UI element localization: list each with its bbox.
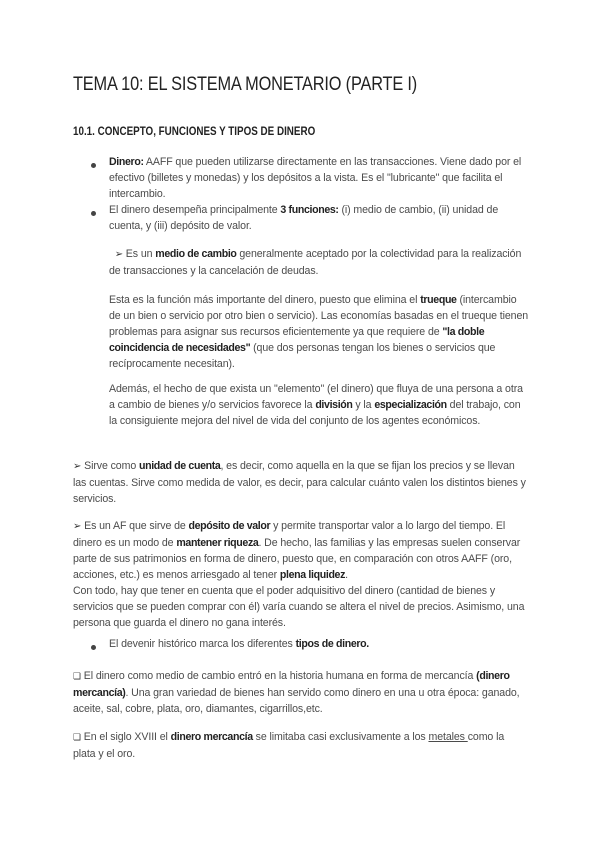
deposito-de-valor-paragraph: ➢ Es un AF que sirve de depósito de valor y permite transportar valor a lo largo del tiempo. El dinero es un modo de mantener riqueza. De hecho, las familias y las empresas suelen conservar parte de sus patrimonios en forma de dinero, puesto que, en comparación con otros AAFF (oro, acciones, etc.) es menos arriesgado al tener plena liquidez. Con todo, hay que tener en cuenta que el poder adquisitivo del dinero (cantidad de bienes y servicios que se pueden comprar con él) varía cuando se altera el nivel de precios. Asimismo, una persona que guarda el dinero no gana interés. (73, 520, 525, 629)
checkbox-icon: ❏ (73, 672, 81, 682)
unidad-de-cuenta-paragraph: ➢ Sirve como unidad de cuenta, es decir, como aquella en la que se fijan los precios y se llevan las cuentas. Sirve como medida de valor, es decir, para calcular cuánto valen los distintos bienes y servicios. (73, 460, 526, 505)
trueque-paragraph: Esta es la función más importante del dinero, puesto que elimina el trueque (intercambio de un bien o servicio por otro bien o servicio). Las economías basadas en el trueque tienen problemas para asignar sus recursos eficientemente ya que requiere de "la doble coincidencia de necesidades" (que dos personas tengan los bienes o servicios que recíprocamente necesitan). (109, 294, 529, 370)
tipos-de-dinero-bullet: El devenir histórico marca los diferentes tipos de dinero. (109, 638, 369, 650)
checkbox-icon: ❏ (73, 733, 81, 743)
division-paragraph: Además, el hecho de que exista un "elemento" (el dinero) que fluya de una persona a otra a cambio de bienes y/o servicios favorece la división y la especialización del trabajo, con la consiguiente mejora del nivel de vida del conjunto de los agentes económicos. (109, 383, 523, 427)
siglo-xviii-paragraph: ❏ En el siglo XVIII el dinero mercancía se limitaba casi exclusivamente a los metales como la plata y el oro. (73, 731, 505, 760)
metales-underlined: metales (428, 731, 468, 743)
section-heading: 10.1. CONCEPTO, FUNCIONES Y TIPOS DE DINERO (73, 124, 316, 138)
bullet-icon (91, 645, 96, 650)
dinero-mercancia-paragraph: ❏ El dinero como medio de cambio entró en la historia humana en forma de mercancía (dinero mercancía). Una gran variedad de bienes han servido como dinero en una u otra época: ganado, aceite, sal, cobre, plata, oro, diamantes, cigarrillos,etc. (73, 670, 520, 715)
page-title: TEMA 10: EL SISTEMA MONETARIO (PARTE I) (73, 74, 418, 95)
medio-de-cambio-paragraph: ➢ Es un medio de cambio generalmente aceptado por la colectividad para la realización de transacciones y la cancelación de deudas. (109, 248, 522, 277)
dinero-definition: Dinero: AAFF que pueden utilizarse directamente en las transacciones. Viene dado por el efectivo (billetes y monedas) y los depósitos a la vista. Es el "lubricante" que facilita el intercambio. (109, 156, 522, 200)
arrow-icon: ➢ (73, 521, 82, 532)
arrow-icon: ➢ (114, 249, 123, 260)
bullet-icon (91, 211, 96, 216)
funciones-paragraph: El dinero desempeña principalmente 3 funciones: (i) medio de cambio, (ii) unidad de cuenta, y (iii) depósito de valor. (109, 204, 499, 232)
bullet-icon (91, 163, 96, 168)
arrow-icon: ➢ (73, 461, 82, 472)
dinero-term: Dinero: (109, 156, 144, 168)
